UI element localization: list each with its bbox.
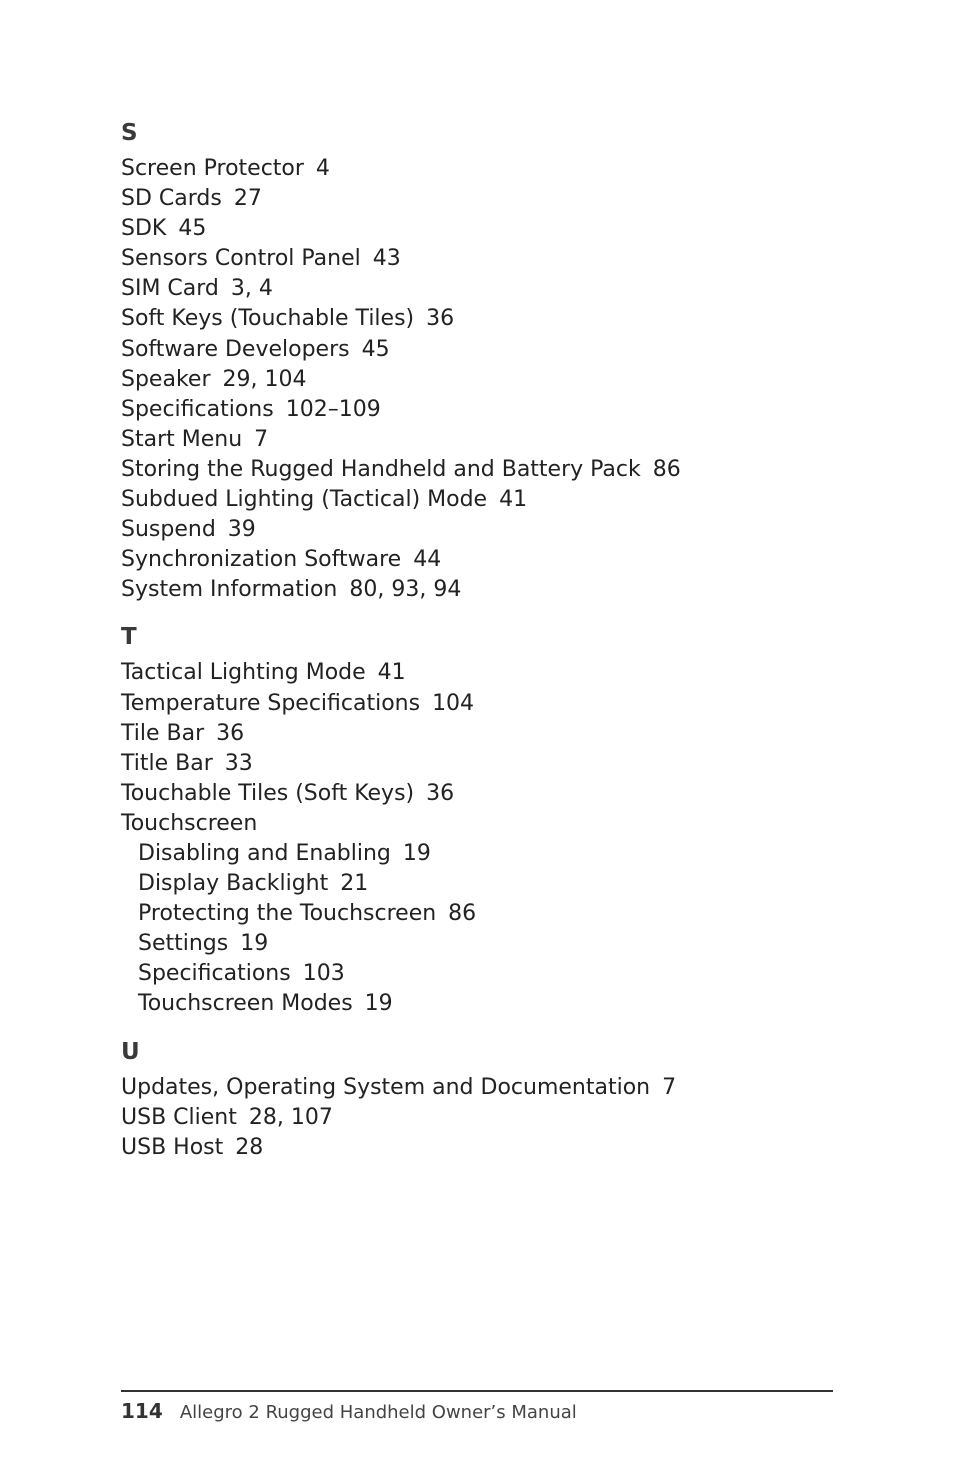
entry-term: USB Host bbox=[121, 1134, 224, 1160]
index-entry bbox=[121, 515, 841, 545]
entry-term: Updates, Operating System and Documentation bbox=[121, 1074, 651, 1100]
entry-pages: 80, 93, 94 bbox=[349, 577, 462, 603]
entry-pages: 21 bbox=[340, 871, 369, 897]
index-entry bbox=[121, 274, 841, 304]
entry-pages: 41 bbox=[499, 487, 528, 513]
entry-pages: 4 bbox=[315, 156, 330, 181]
entry-pages: 27 bbox=[233, 186, 262, 212]
index-entry bbox=[121, 455, 841, 485]
entry-pages: 19 bbox=[364, 991, 393, 1017]
index-entry bbox=[121, 1103, 841, 1133]
entry-pages: 36 bbox=[426, 306, 455, 332]
entry-pages: 102–109 bbox=[285, 396, 381, 422]
index-entry bbox=[121, 1133, 841, 1163]
entry-pages: 104 bbox=[432, 690, 475, 716]
entry-term: Synchronization Software bbox=[121, 547, 402, 573]
entry-term: Tile Bar bbox=[121, 720, 205, 746]
entry-pages: 19 bbox=[240, 931, 269, 957]
entry-term: SD Cards bbox=[121, 186, 222, 212]
index-entry bbox=[121, 809, 841, 839]
entry-pages: 45 bbox=[361, 336, 390, 362]
index-entry bbox=[121, 244, 841, 274]
index-list bbox=[121, 116, 841, 1178]
entry-list bbox=[121, 1073, 841, 1163]
index-entry bbox=[121, 719, 841, 749]
entry-pages: 103 bbox=[302, 961, 345, 987]
entry-pages: 44 bbox=[413, 547, 442, 573]
entry-term: Protecting the Touchscreen bbox=[138, 901, 437, 927]
entry-term: Subdued Lighting (Tactical) Mode bbox=[121, 487, 488, 513]
page-number: 114 bbox=[121, 1399, 163, 1423]
index-entry bbox=[121, 749, 841, 779]
index-subentry bbox=[121, 989, 841, 1019]
entry-term: SDK bbox=[121, 216, 167, 242]
book-title: Allegro 2 Rugged Handheld Owner’s Manual bbox=[179, 1402, 577, 1423]
entry-list bbox=[121, 154, 841, 605]
page-footer bbox=[121, 1399, 577, 1423]
index-entry bbox=[121, 689, 841, 719]
entry-term: Temperature Specifications bbox=[121, 690, 421, 716]
index-entry bbox=[121, 365, 841, 395]
entry-term: Touchscreen bbox=[121, 810, 258, 836]
index-entry bbox=[121, 214, 841, 244]
entry-term: Screen Protector bbox=[121, 156, 304, 181]
entry-pages: 86 bbox=[652, 456, 681, 482]
index-entry bbox=[121, 335, 841, 365]
entry-term: Suspend bbox=[121, 517, 216, 543]
entry-pages: 3, 4 bbox=[230, 276, 273, 302]
entry-term: SIM Card bbox=[121, 276, 219, 302]
index-entry bbox=[121, 425, 841, 455]
entry-pages: 36 bbox=[426, 780, 455, 806]
entry-pages: 33 bbox=[224, 750, 253, 776]
entry-term: Specifications bbox=[138, 961, 291, 987]
entry-term: Speaker bbox=[121, 366, 211, 392]
entry-pages: 43 bbox=[372, 246, 401, 272]
entry-pages: 41 bbox=[377, 660, 406, 686]
index-entry bbox=[121, 1073, 841, 1103]
entry-pages: 86 bbox=[448, 901, 477, 927]
entry-term: Touchable Tiles (Soft Keys) bbox=[121, 780, 415, 806]
index-entry bbox=[121, 184, 841, 214]
index-subentry bbox=[121, 929, 841, 959]
entry-pages: 19 bbox=[402, 840, 431, 866]
index-subentry bbox=[121, 839, 841, 869]
entry-term: Title Bar bbox=[121, 750, 213, 776]
entry-pages: 28, 107 bbox=[248, 1104, 333, 1130]
entry-pages: 39 bbox=[227, 517, 256, 543]
entry-term: Soft Keys (Touchable Tiles) bbox=[121, 306, 415, 332]
footer-rule bbox=[121, 1390, 833, 1392]
index-section-s bbox=[121, 116, 841, 605]
entry-pages: 29, 104 bbox=[222, 366, 307, 392]
entry-term: Storing the Rugged Handheld and Battery Pack bbox=[121, 456, 641, 482]
entry-term: USB Client bbox=[121, 1104, 237, 1130]
entry-pages: 28 bbox=[235, 1134, 264, 1160]
entry-term: Tactical Lighting Mode bbox=[121, 660, 366, 686]
index-entry bbox=[121, 779, 841, 809]
entry-pages: 7 bbox=[662, 1074, 677, 1100]
index-entry bbox=[121, 575, 841, 605]
index-entry bbox=[121, 154, 841, 184]
entry-term: Specifications bbox=[121, 396, 274, 422]
index-entry bbox=[121, 545, 841, 575]
entry-term: Disabling and Enabling bbox=[138, 840, 391, 866]
entry-term: Start Menu bbox=[121, 426, 243, 452]
index-subentry bbox=[121, 869, 841, 899]
entry-term: Sensors Control Panel bbox=[121, 246, 361, 272]
index-entry bbox=[121, 304, 841, 334]
index-entry bbox=[121, 485, 841, 515]
section-letter: S bbox=[121, 120, 138, 146]
section-letter: U bbox=[121, 1038, 140, 1065]
entry-pages: 36 bbox=[216, 720, 245, 746]
index-section-u bbox=[121, 1035, 841, 1163]
entry-term: Software Developers bbox=[121, 336, 350, 362]
index-subentry bbox=[121, 899, 841, 929]
index-section-t bbox=[121, 620, 841, 1019]
entry-term: Touchscreen Modes bbox=[138, 991, 353, 1017]
entry-pages: 45 bbox=[178, 216, 207, 242]
entry-pages: 7 bbox=[254, 426, 269, 452]
index-subentry bbox=[121, 959, 841, 989]
section-letter: T bbox=[121, 624, 137, 651]
entry-term: Settings bbox=[138, 931, 229, 957]
entry-term: System Information bbox=[121, 577, 338, 603]
entry-term: Display Backlight bbox=[138, 871, 329, 897]
entry-list bbox=[121, 658, 841, 1019]
index-entry bbox=[121, 658, 841, 688]
index-entry bbox=[121, 395, 841, 425]
